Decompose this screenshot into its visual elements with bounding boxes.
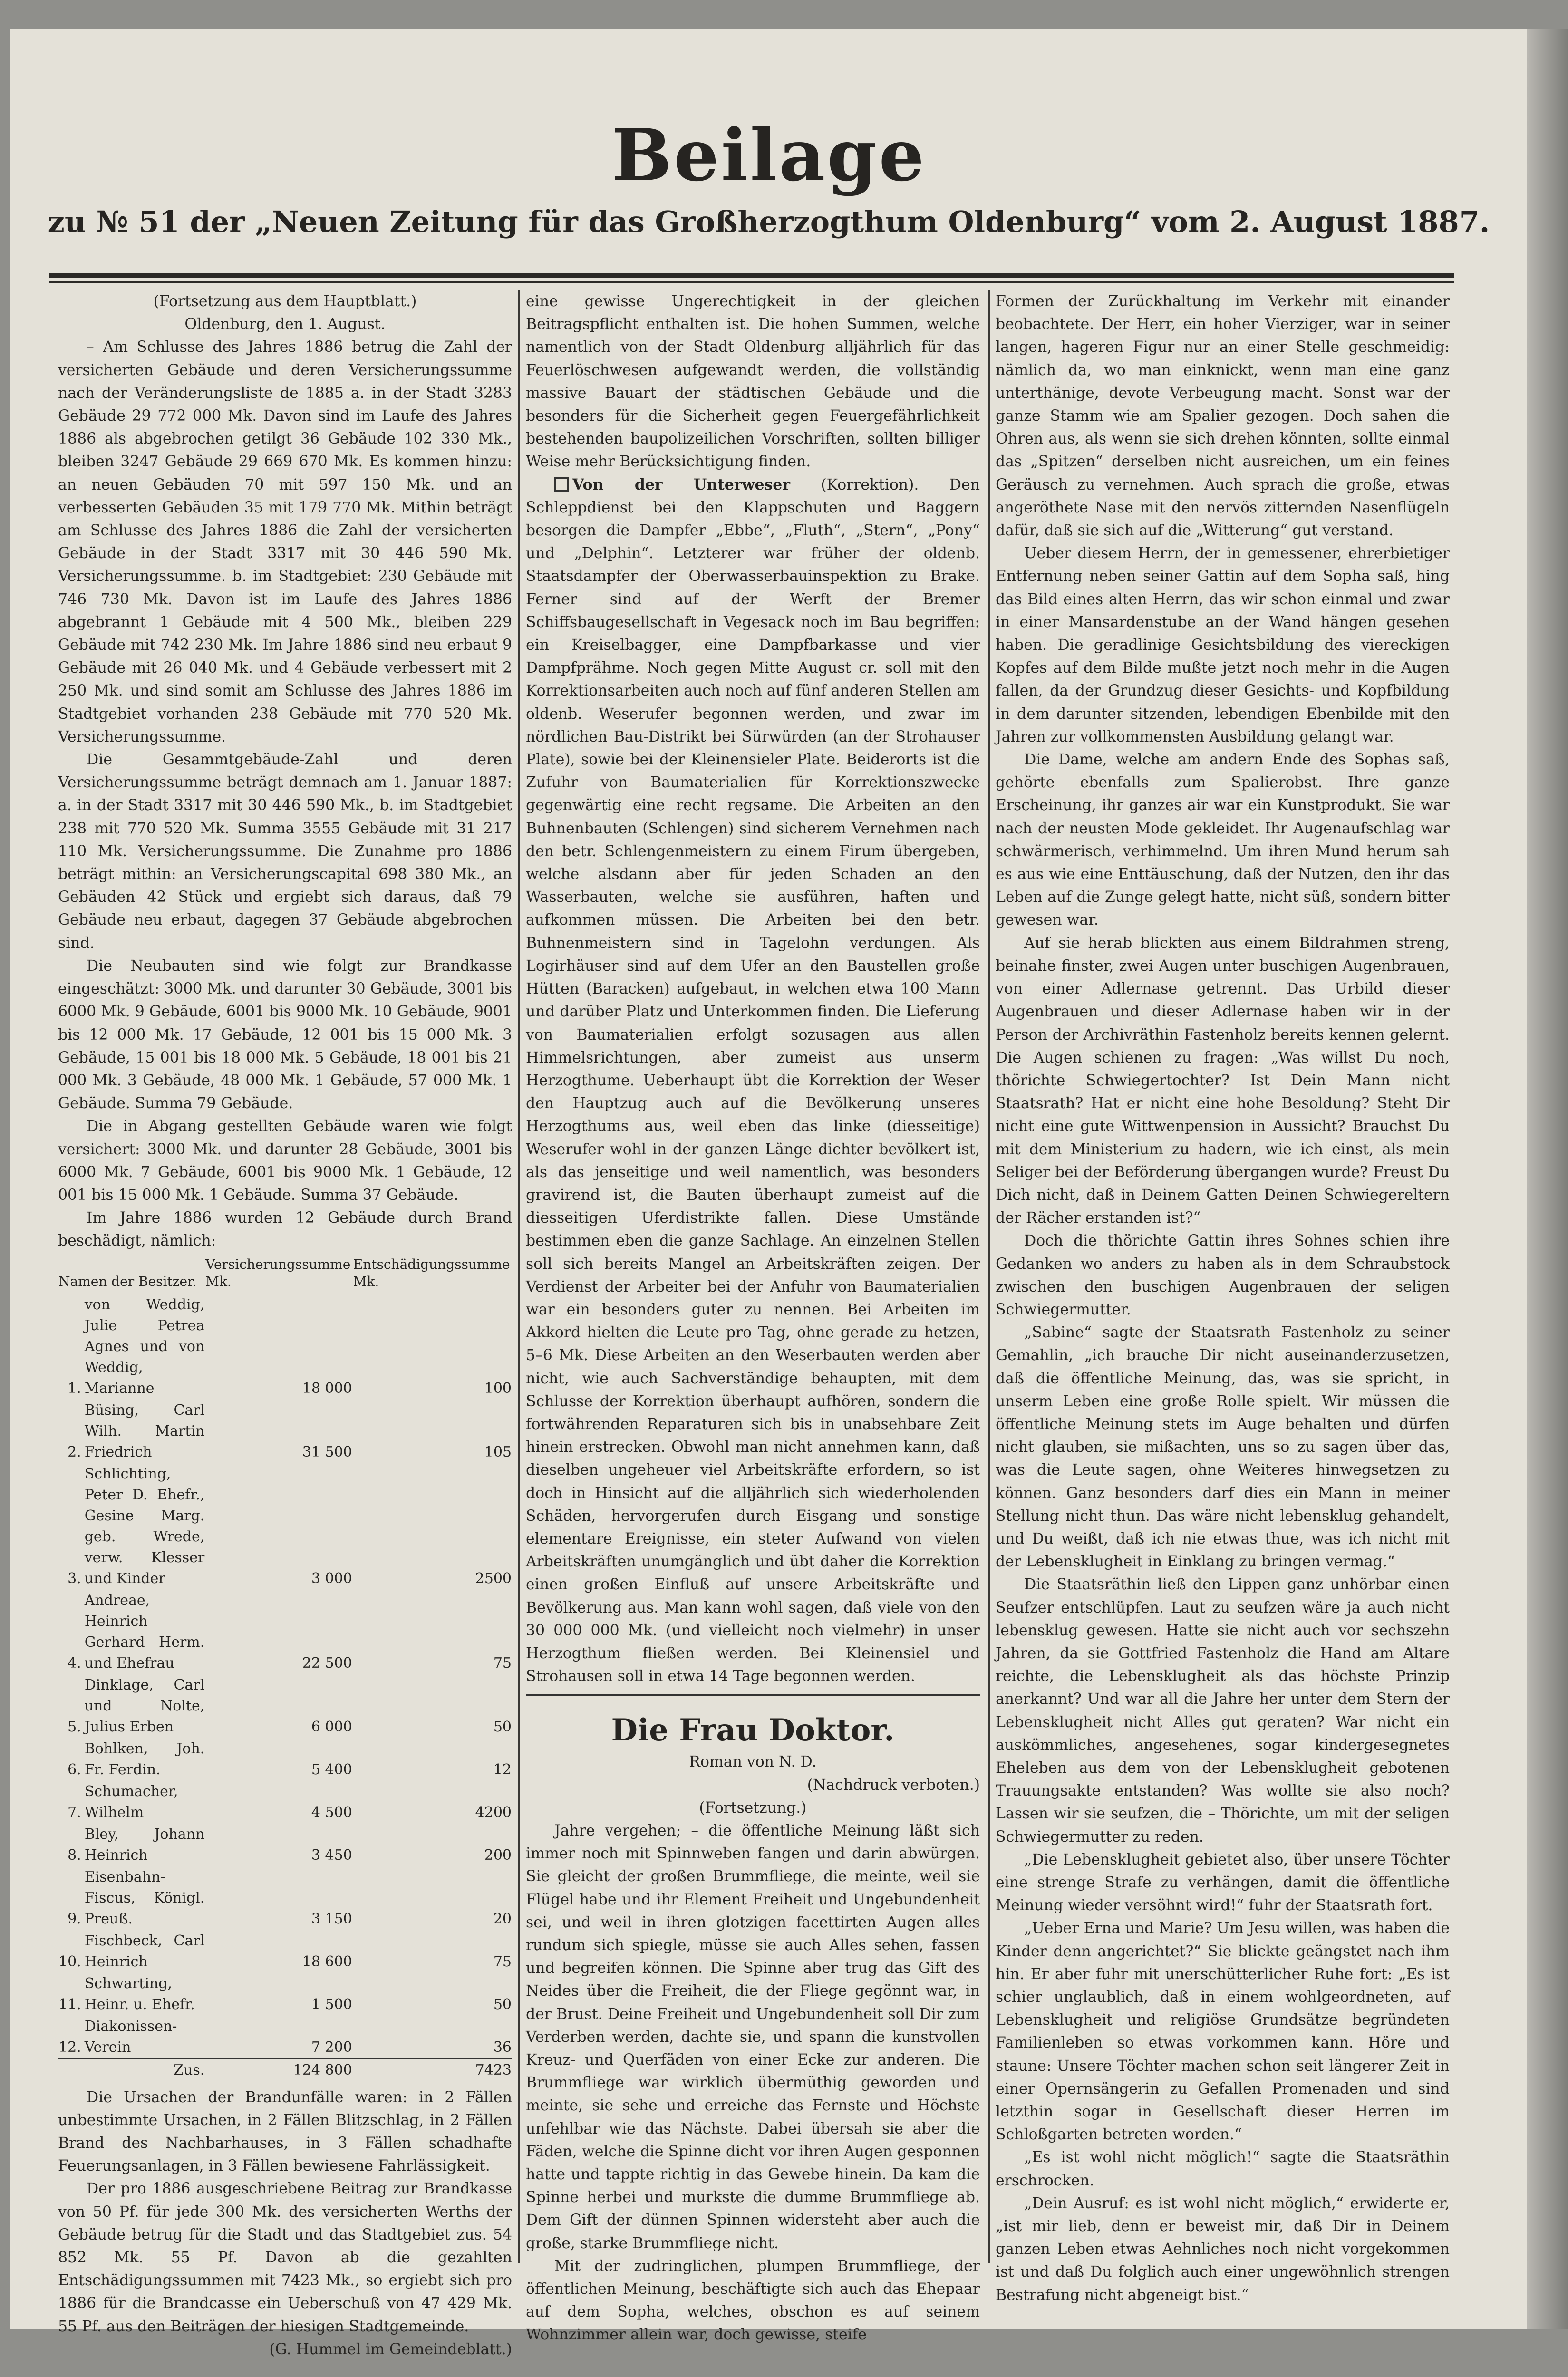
table-row bbox=[58, 1866, 512, 1930]
novel-paragraph: Formen der Zurückhaltung im Verkehr mit einander beobachtete. Der Herr, ein hoher Vierziger, war in seiner langen, hageren Figur nur an einer Stelle geschmeidig: nämlich da, wo man einknickt, wenn man eine ganz unterthänige, devote Verbeugung macht. Sonst war der ganze Stamm wie am Spalier gezogen. Doch sahen die Ohren aus, als wenn sie sich drehen könnten, sollte einmal das „Spitzen“ derselben nicht ausreichen, um ein feines Geräusch zu vernehmen. Auch sprach die große, etwas angeröthete Nase mit den nervös zitternden Nasenflügeln dafür, daß sie sich auf die „Witterung“ gut verstand. bbox=[996, 293, 1450, 540]
compensation-sum: 200 bbox=[484, 1846, 512, 1864]
compensation-sum: 12 bbox=[493, 1761, 512, 1778]
article-paragraph: – Am Schlusse des Jahres 1886 betrug die Zahl der versicherten Gebäude und deren Versicherungssumme nach der Veränderungsliste de 1885 a. in der Stadt 3283 Gebäude 29 772 000 Mk. Davon sind im Laufe des Jahres 1886 als abgebrochen getilgt 36 Gebäude 102 330 Mk., bleiben 3247 Gebäude 29 669 670 Mk. Es kommen hinzu: an neuen Gebäuden 70 mit 597 150 Mk. und an verbesserten Gebäuden 35 mit 179 770 Mk. Mithin beträgt am Schlusse des Jahres 1886 die Zahl der versicherten Gebäude in der Stadt 3317 mit 30 446 590 Mk. Versicherungssumme. b. im Stadtgebiet: 230 Gebäude mit 746 730 Mk. Davon ist im Laufe des Jahres 1886 abgebrannt 1 Gebäude mit 4 500 Mk., bleiben 229 Gebäude mit 742 230 Mk. Im Jahre 1886 sind neu erbaut 9 Gebäude mit 26 040 Mk. und 4 Gebäude verbessert mit 2 250 Mk. und sind somit am Schlusse des Jahres 1886 im Stadtgebiet vorhanden 238 Gebäude mit 770 520 Mk. Versicherungssumme. bbox=[58, 338, 512, 745]
table-row bbox=[58, 1294, 512, 1400]
novel-paragraph: „Sabine“ sagte der Staatsrath Fastenholz zu seiner Gemahlin, „ich brauche Dir nicht auseinanderzusetzen, daß die öffentliche Meinung, das, was sie spricht, in unserm Leben eine große Rolle spielt. Wir müssen die öffentliche Meinung stets im Auge behalten und dürfen nicht glauben, sie mißachten, uns so zu sagen über das, was die Leute sagen, ohne Weiteres hinwegsetzen zu können. Ganz besonders darf dies ein Mann in meiner Stellung nicht thun. Das wäre nicht lebensklug gehandelt, und Du weißt, daß ich nie etwas thue, was ich nicht mit der Lebensklugheit in Einklang zu bringen vermag.“ bbox=[996, 1324, 1450, 1571]
row-number: 11. bbox=[58, 1996, 81, 2013]
col-header-insured: Versicherungssumme Mk. bbox=[205, 1256, 351, 1289]
column-2 bbox=[526, 290, 980, 2344]
row-number: 6. bbox=[68, 1761, 81, 1778]
novel-paragraph: „Dein Ausruf: es ist wohl nicht möglich,“ erwiderte er, „ist mir lieb, denn er beweist mir, daß Dir in Deinem ganzen Leben etwas Aehnliches noch nicht vorgekommen ist und daß Du folglich auch einer ungewöhnlich strengen Bestrafung nicht abgeneigt bist.“ bbox=[996, 2194, 1450, 2304]
compensation-sum: 4200 bbox=[475, 1804, 512, 1821]
masthead bbox=[10, 115, 1527, 243]
col-header-owner: Namen der Besitzer. bbox=[58, 1273, 197, 1289]
row-number: 1. bbox=[68, 1380, 81, 1397]
section-mark-icon bbox=[554, 477, 569, 492]
article-paragraph: Die in Abgang gestellten Gebäude waren wie folgt versichert: 3000 Mk. und darunter 28 Gebäude, 3001 bis 6000 Mk. 7 Gebäude, 6001 bis 9000 Mk. 1 Gebäude, 12 001 bis 15 000 Mk. 1 Gebäude. Summa 37 Gebäude. bbox=[58, 1118, 512, 1204]
table-row bbox=[58, 1738, 512, 1781]
insured-sum: 18 600 bbox=[302, 1953, 352, 1970]
continuation-note: (Fortsetzung aus dem Hauptblatt.) bbox=[153, 293, 417, 310]
table-sum-row bbox=[58, 2059, 512, 2081]
novel-paragraph: „Die Lebensklugheit gebietet also, über unsere Töchter eine strenge Strafe zu verhängen, damit die öffentliche Meinung wieder versöhnt wird!“ fuhr der Staatsrath fort. bbox=[996, 1851, 1450, 1914]
row-number: 2. bbox=[68, 1443, 81, 1460]
novel-paragraph: „Es ist wohl nicht möglich!“ sagte die Staatsräthin erschrocken. bbox=[996, 2149, 1450, 2189]
table-row bbox=[58, 1590, 512, 1674]
compensation-sum: 105 bbox=[484, 1443, 512, 1460]
table-row bbox=[58, 1674, 512, 1738]
row-number: 5. bbox=[68, 1718, 81, 1735]
owner-name: Andreae, Heinrich Gerhard Herm. und Ehefrau bbox=[84, 1592, 205, 1672]
insured-sum: 22 500 bbox=[302, 1654, 352, 1672]
novel-title: Die Frau Doktor. bbox=[611, 1712, 895, 1749]
row-number: 9. bbox=[68, 1910, 81, 1927]
source-credit: (G. Hummel im Gemeindeblatt.) bbox=[269, 2340, 512, 2358]
owner-name: Schumacher, Wilhelm bbox=[84, 1783, 178, 1821]
table-header-row bbox=[58, 1256, 512, 1294]
article-paragraph: Die Ursachen der Brandunfälle waren: in 2 Fällen unbestimmte Ursachen, in 2 Fällen Blitzschlag, in 2 Fällen Brand des Nachbarhauses, in 3 Fällen schadhafte Feuerungsanlagen, in 3 Fällen bewiesene Fahrlässigkeit. bbox=[58, 2088, 512, 2175]
owner-name: Eisenbahn-Fiscus, Königl. Preuß. bbox=[84, 1868, 205, 1927]
table-row bbox=[58, 1400, 512, 1463]
fire-damage-table bbox=[58, 1256, 512, 2081]
table-row bbox=[58, 1463, 512, 1590]
supplement-title: Beilage bbox=[611, 114, 926, 197]
compensation-sum: 2500 bbox=[475, 1570, 512, 1587]
insured-sum: 3 450 bbox=[311, 1846, 352, 1864]
novel-paragraph: Mit der zudringlichen, plumpen Brummfliege, der öffentlichen Meinung, beschäftigte sich auch das Ehepaar auf dem Sopha, welches, obschon es auf seinem Wohnzimmer allein war, doch gewisse, steife bbox=[526, 2257, 980, 2344]
column-separator bbox=[518, 290, 520, 2263]
novel-paragraph: Jahre vergehen; – die öffentliche Meinung läßt sich immer noch mit Spinnweben fangen und darin abwürgen. Sie gleicht der großen Brummfliege, die meinte, weil sie Flügel habe und ihr Element Freiheit und Ungebundenheit sei, und weil in ihren glotzigen facettirten Augen alles rundum sich spiegle, müsse sie auch Alles sehen, fassen und begreifen können. Die Spinne aber trug das Gift des Neides über die Freiheit, die der Fliege gegönnt war, in der Brust. Deine Freiheit und Ungebundenheit soll Dir zum Verderben werden, dachte sie, und spann die kunstvollen Kreuz- und Querfäden von einer Ecke zur anderen. Die Brummfliege war wirklich übermüthig geworden und meinte, sie sehe und erreiche das Fernste und Höchste unfehlbar wie das Nächste. Dabei übersah sie aber die Fäden, welche die Spinne dicht vor ihren Augen gesponnen hatte und tappte richtig in das Gewebe hinein. Da kam die Spinne herbei und murkste die dumme Brummfliege ab. Dem Gift der dünnen Spinnen widersteht aber auch die große, starke Brummfliege nicht. bbox=[526, 1822, 980, 2252]
row-number: 10. bbox=[58, 1953, 81, 1970]
table-row bbox=[58, 1781, 512, 1824]
owner-name: Bley, Johann Heinrich bbox=[84, 1826, 205, 1864]
compensation-sum: 20 bbox=[493, 1910, 512, 1927]
section-text: (Korrektion). Den Schleppdienst bei den Klappschuten und Baggern besorgen die Dampfer „Ebbe“, „Fluth“, „Stern“, „Pony“ und „Delphin“. Letzterer war früher der oldenb. Staatsdampfer der Oberwasserbauinspektion zu Brake. Ferner sind auf der Werft der Bremer Schiffsbaugesellschaft in Vegesack noch im Bau begriffen: ein Kreiselbagger, eine Dampfbarkasse und vier Dampfprähme. Noch gegen Mitte August cr. soll mit den Korrektionsarbeiten auch noch auf fünf anderen Stellen am oldenb. Weserufer begonnen werden, und zwar im nördlichen Bau-Distrikt bei Sürwürden (an der Strohauser Plate), sowie bei der Kleinensieler Plate. Beiderorts ist die Zufuhr von Baumaterialien für Korrektionszwecke gegenwärtig eine recht regsame. Die Arbeiten an den Buhnenbauten (Schlengen) sind sicherem Vernehmen nach den betr. Schlengenmeistern zu einem Firum übergeben, welche alsdann aber für jeden Schaden an den Wasserbauten, welche sie ausführen, haften und aufkommen müssen. Die Arbeiten bei den betr. Buhnenmeistern sind in Tagelohn verdungen. Als Logirhäuser sind auf dem Ufer an den Baustellen große Hütten (Baracken) aufgebaut, in welchen etwa 100 Mann und darüber Platz und Unterkommen finden. Die Lieferung von Baumaterialien erfolgt sozusagen aus allen Himmelsrichtungen, aber zumeist aus unserm Herzogthume. Ueberhaupt übt die Korrektion der Weser den Hauptzug auch auf die Bevölkerung unseres Herzogthums aus, weil eben das linke (diesseitige) Weserufer wohl in der ganzen Länge dichter bevölkert ist, als das jenseitige und weil namentlich, was besonders gravirend ist, die Bauten überhaupt zumeist auf die diesseitigen Uferdistrikte fallen. Diese Umstände bestimmen eben die ganze Sachlage. An einzelnen Stellen soll sich bereits Mangel an Arbeitskräften zeigen. Der Verdienst der Arbeiter bei der Anfuhr von Baumaterialien war ein besonders guter zu nennen. Bei Arbeiten im Akkord hielten die Leute pro Tag, ohne gerade zu hetzen, 5–6 Mk. Diese Arbeiten an den Weserbauten werden aber nicht, wie auch Sachverständige behaupten, mit dem Schlusse der Korrektion überhaupt aufhören, sondern die fortwährenden Reparaturen sich bis in unabsehbare Zeit hinein erstrecken. Obwohl man nicht annehmen kann, daß dieselben ungeheuer viel Arbeitskräfte erfordern, so ist doch in Hinsicht auf die alljährlich sich wiederholenden Schäden, hervorgerufen durch Eisgang und sonstige elementare Ereignisse, ein steter Aufwand von vielen Arbeitskräften unumgänglich und übt daher die Korrektion einen großen Einfluß auf unsere Arbeitskräfte und Bevölkerung aus. Man kann wohl sagen, daß viele von den 30 000 000 Mk. (und vielleicht noch vielmehr) in unser Herzogthum fließen werden. Bei Kleinensiel und Strohausen soll in etwa 14 Tage begonnen werden. bbox=[526, 476, 980, 1685]
owner-name: Büsing, Carl Wilh. Martin Friedrich bbox=[84, 1401, 205, 1460]
column-1 bbox=[58, 290, 513, 2358]
table-row bbox=[58, 1973, 512, 2016]
sum-label: Zus. bbox=[84, 2059, 205, 2081]
article-paragraph: Die Gesammtgebäude-Zahl und deren Versicherungssumme beträgt demnach am 1. Januar 1887: a. in der Stadt 3317 mit 30 446 590 Mk., b. im Stadtgebiet 238 mit 770 520 Mk. Summa 3555 Gebäude mit 31 217 110 Mk. Versicherungssumme. Die Zunahme pro 1886 beträgt mithin: an Versicherungscapital 698 380 Mk., an Gebäuden 42 Stück und ergiebt sich daraus, daß 79 Gebäude neu erbaut, dagegen 37 Gebäude abgebrochen sind. bbox=[58, 751, 512, 952]
dateline: Oldenburg, den 1. August. bbox=[184, 316, 386, 333]
owner-name: Fischbeck, Carl Heinrich bbox=[84, 1932, 205, 1970]
novel-paragraph: Auf sie herab blickten aus einem Bildrahmen streng, beinahe finster, zwei Augen unter buschigen Augenbrauen, von einer Adlernase getrennt. Das Urbild dieser Augenbrauen und dieser Adlernase haben wir in der Person der Archivräthin Fastenholz bereits kennen gelernt. Die Augen schienen zu fragen: „Was willst Du noch, thörichte Schwiegertochter? Ist Dein Mann nicht Staatsrath? Hat er nicht eine hohe Besoldung? Steht Dir nicht eine gute Wittwenpension in Aussicht? Brauchst Du mit dem Ministerium zu hadern, wie ich einst, als mein Seliger bei der Beförderung übergangen wurde? Freust Du Dich nicht, daß in Deinem Gatten Deinen Schwiegereltern der Rächer erstanden ist?“ bbox=[996, 934, 1450, 1227]
insured-sum: 6 000 bbox=[311, 1718, 352, 1735]
owner-name: Schwarting, Heinr. u. Ehefr. bbox=[84, 1975, 195, 2013]
novel-paragraph: Doch die thörichte Gattin ihres Sohnes schien ihre Gedanken wo anders zu haben als in dem Schraubstock zwischen den buschigen Augenbrauen der seligen Schwiegermutter. bbox=[996, 1232, 1450, 1318]
insured-sum: 4 500 bbox=[311, 1804, 352, 1821]
novel-author: Roman von N. D. bbox=[689, 1753, 817, 1771]
article-paragraph: Im Jahre 1886 wurden 12 Gebäude durch Brand beschädigt, nämlich: bbox=[58, 1209, 512, 1250]
compensation-sum: 36 bbox=[493, 2039, 512, 2056]
article-paragraph bbox=[526, 473, 980, 1688]
compensation-sum: 75 bbox=[493, 1953, 512, 1970]
section-heading: Von der Unterweser bbox=[572, 475, 790, 493]
insured-sum: 3 000 bbox=[311, 1570, 352, 1587]
insured-sum: 18 000 bbox=[302, 1380, 352, 1397]
column-3 bbox=[996, 290, 1450, 2304]
article-paragraph: Der pro 1886 ausgeschriebene Beitrag zur Brandkasse von 50 Pf. für jede 300 Mk. des versicherten Werths der Gebäude betrug für die Stadt und das Stadtgebiet zus. 54 852 Mk. 55 Pf. Davon ab die gezahlten Entschädigungssummen mit 7423 Mk., so ergiebt sich pro 1886 für die Brandcasse ein Ueberschuß von 47 429 Mk. 55 Pf. aus den Beiträgen der hiesigen Stadtgemeinde. bbox=[58, 2180, 512, 2335]
insured-sum: 3 150 bbox=[311, 1910, 352, 1927]
owner-name: Schlichting, Peter D. Ehefr., Gesine Marg. geb. Wrede, verw. Klesser und Kinder bbox=[84, 1465, 205, 1587]
insured-sum: 31 500 bbox=[302, 1443, 352, 1460]
article-paragraph: Die Neubauten sind wie folgt zur Brandkasse eingeschätzt: 3000 Mk. und darunter 30 Gebäude, 3001 bis 6000 Mk. 9 Gebäude, 6001 bis 9000 Mk. 10 Gebäude, 9001 bis 12 000 Mk. 17 Gebäude, 12 001 bis 15 000 Mk. 3 Gebäude, 15 001 bis 18 000 Mk. 5 Gebäude, 18 001 bis 21 000 Mk. 3 Gebäude, 48 000 Mk. 1 Gebäude, 57 000 Mk. 1 Gebäude. Summa 79 Gebäude. bbox=[58, 957, 513, 1112]
insured-sum: 1 500 bbox=[311, 1996, 352, 2013]
insured-sum: 7 200 bbox=[311, 2039, 352, 2056]
article-paragraph bbox=[58, 2374, 512, 2377]
newspaper-page bbox=[10, 29, 1527, 2358]
supplement-subtitle: zu № 51 der „Neuen Zeitung für das Großherzogthum Oldenburg“ vom 2. August 1887. bbox=[48, 204, 1490, 239]
compensation-sum: 100 bbox=[484, 1380, 512, 1397]
owner-name: Diakonissen-Verein bbox=[84, 2018, 177, 2056]
row-number: 3. bbox=[68, 1570, 81, 1587]
header-rule-thick bbox=[49, 273, 1454, 278]
row-number: 4. bbox=[68, 1654, 81, 1672]
table-row bbox=[58, 2016, 512, 2059]
table-row bbox=[58, 1824, 512, 1866]
compensation-sum: 50 bbox=[493, 1718, 512, 1735]
continuation-label: (Fortsetzung.) bbox=[699, 1799, 807, 1817]
col-header-compensation: Entschädigungssumme Mk. bbox=[353, 1256, 510, 1289]
novel-paragraph: „Ueber Erna und Marie? Um Jesu willen, was haben die Kinder denn angerichtet?“ Sie blickte geängstet nach ihm hin. Er aber fuhr mit unerschütterlicher Ruhe fort: „Es ist schier unglaublich, daß in einem wohlgeordneten, auf Lebensklugheit und religiöse Grundsätze begründeten Familienleben so etwas vorkommen kann. Höre und staune: Unsere Töchter machen schon seit längerer Zeit in einer Opernsängerin zu Gefallen Promenaden und sind letzthin sogar in Gesellschaft dieser Herren im Schloßgarten betreten worden.“ bbox=[996, 1920, 1450, 2144]
table-row bbox=[58, 1930, 512, 1973]
table-body bbox=[58, 1294, 512, 2059]
reprint-note: (Nachdruck verboten.) bbox=[807, 1776, 980, 1794]
sum-compensation: 7423 bbox=[353, 2059, 512, 2081]
article-paragraph: eine gewisse Ungerechtigkeit in der gleichen Beitragspflicht enthalten ist. Die hohen Summen, welche namentlich von der Stadt Oldenburg alljährlich für das Feuerlöschwesen aufgewandt werden, die vollständig massive Bauart der städtischen Gebäude und die besonders für die Sicherheit gegen Feuergefährlichkeit bestehenden baupolizeilichen Vorschriften, sollten billiger Weise mehr Berücksichtigung finden. bbox=[526, 293, 980, 471]
header-rule-thin bbox=[49, 281, 1454, 283]
owner-name: Bohlken, Joh. Fr. Ferdin. bbox=[84, 1740, 205, 1778]
insured-sum: 5 400 bbox=[311, 1761, 352, 1778]
section-divider bbox=[526, 1694, 980, 1696]
row-number: 8. bbox=[68, 1846, 81, 1864]
novel-paragraph: Die Dame, welche am andern Ende des Sophas saß, gehörte ebenfalls zum Spalierobst. Ihre ganze Erscheinung, ihr ganzes air war ein Kunstprodukt. Sie war nach der neusten Mode gekleidet. Ihr Augenaufschlag war schwärmerisch, verhimmelnd. Um ihren Mund herum sah es aus wie eine Enttäuschung, daß der Nutzen, den ihr das Leben auf die Zunge gelegt hatte, nicht süß, sondern bitter gewesen war. bbox=[996, 751, 1450, 929]
compensation-sum: 50 bbox=[493, 1996, 512, 2013]
novel-paragraph: Ueber diesem Herrn, der in gemessener, ehrerbietiger Entfernung neben seiner Gattin auf dem Sopha saß, hing das Bild eines alten Herrn, das wir schon einmal und zwar in einer Mansardenstube an der Wand hängen gesehen haben. Die geradlinige Gesichtsbildung des viereckigen Kopfes auf dem Bilde mußte jetzt noch mehr in die Augen fallen, da der Grundzug dieser Gesichts- und Kopfbildung in dem darunter sitzenden, lebendigen Ebenbilde mit den Jahren zur vollkommensten Ausbildung gelangt war. bbox=[996, 545, 1450, 745]
page-edge-shadow bbox=[1527, 29, 1568, 2329]
owner-name: Dinklage, Carl und Nolte, Julius Erben bbox=[84, 1676, 205, 1735]
novel-paragraph: Die Staatsräthin ließ den Lippen ganz unhörbar einen Seufzer entschlüpfen. Laut zu seufzen wäre ja auch nicht lebensklug gewesen. Hatte sie nicht auch vor sechszehn Jahren, da sie Gottfried Fastenholz die Hand am Altare reichte, die Lebensklugheit als das höchste Prinzip anerkannt? Und war all die Jahre her unter dem Stern der Lebensklugheit nicht Alles gut geraten? War nicht ein auskömmliches, angesehenes, sogar kindergesegnetes Eheleben aus dem von der Lebensklugheit gebotenen Trauungsakte entstanden? Was wollte sie also noch? Lassen wir sie seufzen, die – Thörichte, um mit der seligen Schwiegermutter zu reden. bbox=[996, 1576, 1450, 1846]
sum-insured: 124 800 bbox=[205, 2059, 352, 2081]
owner-name: von Weddig, Julie Petrea Agnes und von Weddig, Marianne bbox=[84, 1296, 205, 1397]
row-number: 7. bbox=[68, 1804, 81, 1821]
compensation-sum: 75 bbox=[493, 1654, 512, 1672]
column-separator bbox=[988, 290, 990, 2263]
row-number: 12. bbox=[58, 2039, 81, 2056]
